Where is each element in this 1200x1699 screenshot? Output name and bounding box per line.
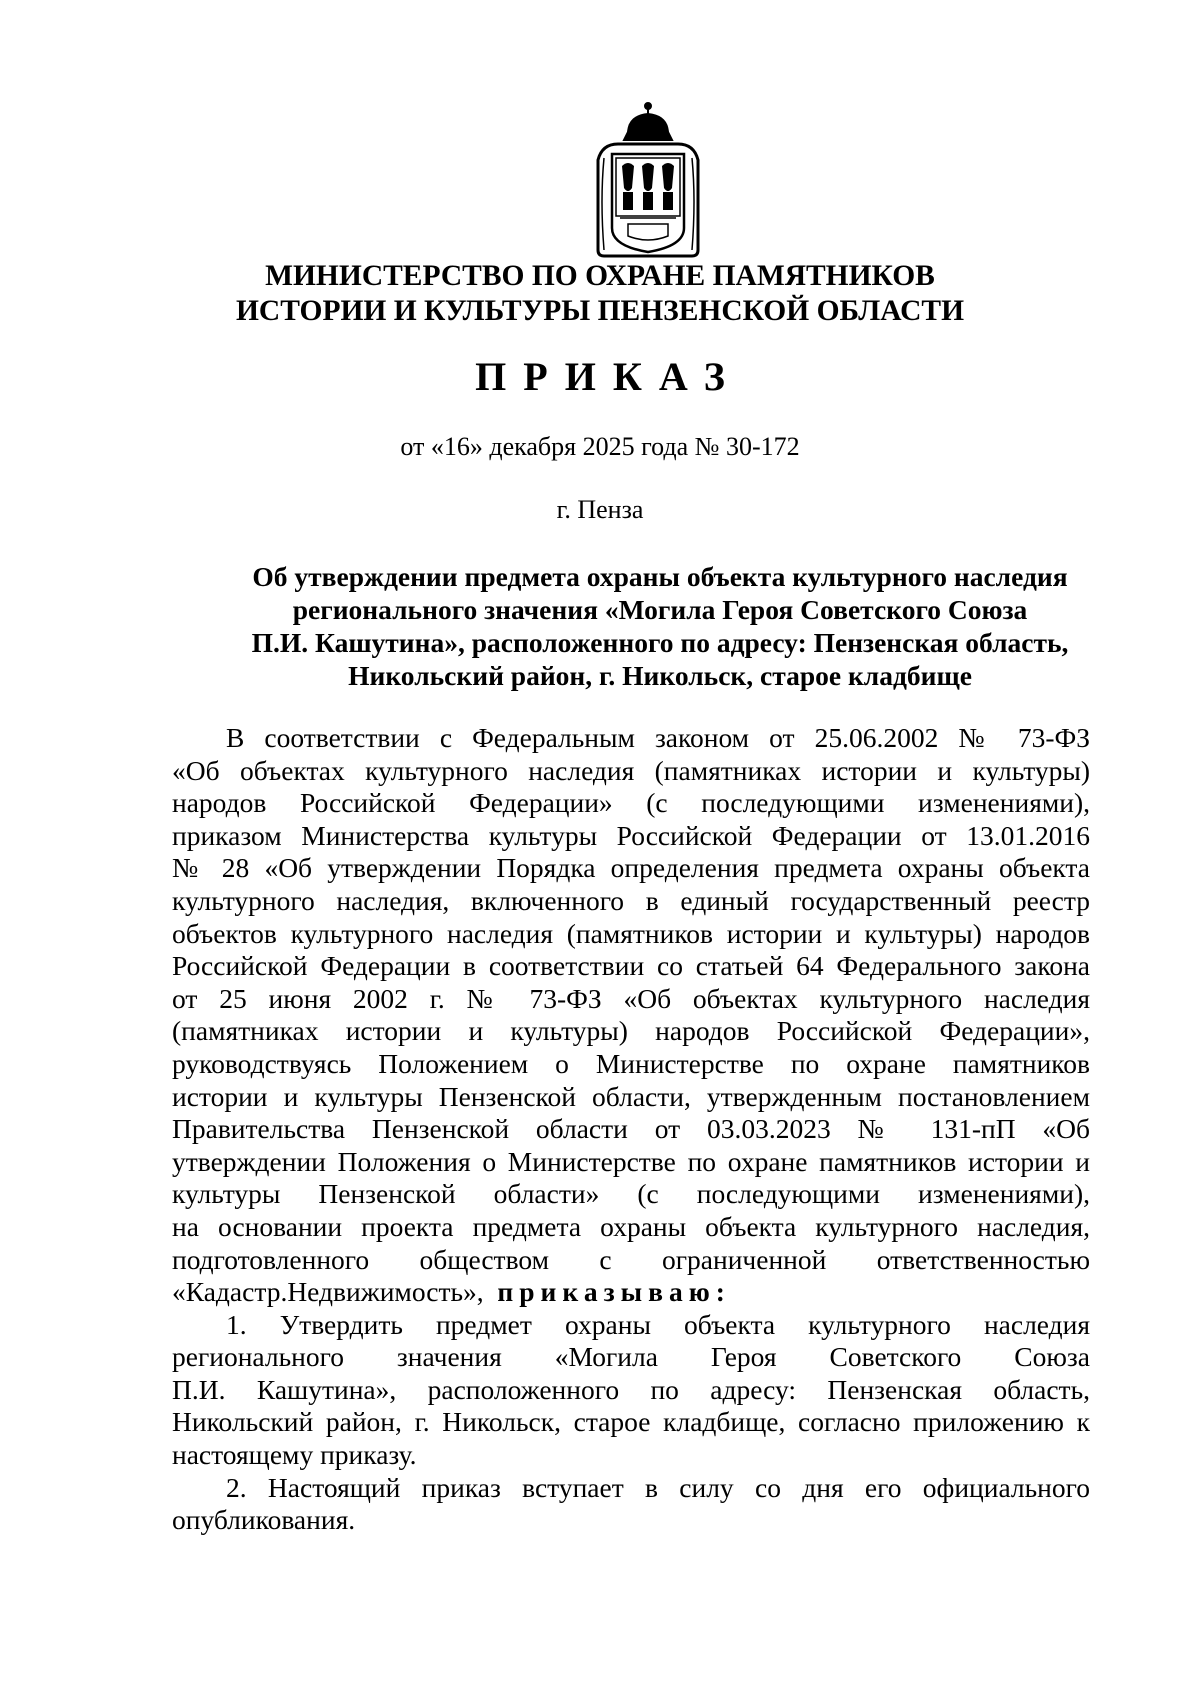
item1-line: настоящему приказу.: [172, 1439, 417, 1471]
preamble-line: приказом Министерства культуры Российской Федерации от 13.01.2016: [172, 819, 1090, 851]
ministry-name-line2: ИСТОРИИ И КУЛЬТУРЫ ПЕНЗЕНСКОЙ ОБЛАСТИ: [235, 295, 965, 327]
preamble-last-line: [172, 1276, 1090, 1309]
order-body: [172, 722, 1090, 1537]
order-date-number: от «16» декабря 2025 года № 30-172: [400, 432, 800, 461]
coat-of-arms-emblem: [588, 100, 708, 260]
decree-word: приказываю:: [497, 1276, 731, 1308]
item1-line: Никольский район, г. Никольск, старое кладбище, согласно приложению к: [172, 1406, 1090, 1438]
item1-line: П.И. Кашутина», расположенного по адресу: Пензенская область,: [172, 1373, 1090, 1405]
order-subject: [230, 560, 1090, 692]
document-type-title: ПРИКАЗ: [475, 354, 742, 399]
preamble-line: от 25 июня 2002 г. № 73-ФЗ «Об объектах культурного наследия: [172, 982, 1090, 1014]
item2-line: опубликования.: [172, 1504, 356, 1536]
preamble-line: «Об объектах культурного наследия (памятниках истории и культуры): [172, 754, 1090, 786]
preamble-line: В соответствии с Федеральным законом от 25.06.2002 № 73-ФЗ: [226, 722, 1090, 753]
item2-line: 2. Настоящий приказ вступает в силу со дня его официального: [226, 1471, 1090, 1503]
preamble-line: подготовленного обществом с ограниченной ответственностью: [172, 1243, 1090, 1275]
item1-line: 1. Утвердить предмет охраны объекта культурного наследия: [226, 1308, 1090, 1340]
preamble-line: № 28 «Об утверждении Порядка определения предмета охраны объекта: [172, 852, 1090, 884]
preamble-line: народов Российской Федерации» (с последующими изменениями),: [172, 787, 1090, 819]
subject-line: Никольский район, г. Никольск, старое кладбище: [348, 660, 972, 691]
issue-city: г. Пенза: [556, 495, 644, 524]
preamble-line: руководствуясь Положением о Министерстве по охране памятников: [172, 1047, 1090, 1079]
subject-line: П.И. Кашутина», расположенного по адресу: Пензенская область,: [251, 627, 1069, 658]
subject-line: Об утверждении предмета охраны объекта культурного наследия: [252, 561, 1068, 592]
preamble-line: культурного наследия, включенного в единый государственный реестр: [172, 884, 1090, 916]
item1-line: регионального значения «Могила Героя Советского Союза: [172, 1341, 1090, 1373]
preamble-line: истории и культуры Пензенской области, утвержденным постановлением: [172, 1080, 1090, 1112]
preamble-line: (памятниках истории и культуры) народов Российской Федерации»,: [172, 1015, 1090, 1047]
preamble-line: на основании проекта предмета охраны объекта культурного наследия,: [172, 1210, 1090, 1242]
preamble-line: объектов культурного наследия (памятников истории и культуры) народов: [172, 917, 1090, 949]
subject-line: регионального значения «Могила Героя Советского Союза: [292, 594, 1028, 625]
preamble-line: утверждении Положения о Министерстве по охране памятников истории и: [172, 1145, 1090, 1177]
preamble-last-text: «Кадастр.Недвижимость»,: [172, 1276, 484, 1308]
preamble-line: культуры Пензенской области» (с последующими изменениями),: [172, 1178, 1090, 1210]
preamble-line: Российской Федерации в соответствии со статьей 64 Федерального закона: [172, 950, 1090, 982]
preamble-line: Правительства Пензенской области от 03.03.2023 № 131-пП «Об: [172, 1113, 1090, 1145]
ministry-name-line1: МИНИСТЕРСТВО ПО ОХРАНЕ ПАМЯТНИКОВ: [265, 260, 935, 292]
